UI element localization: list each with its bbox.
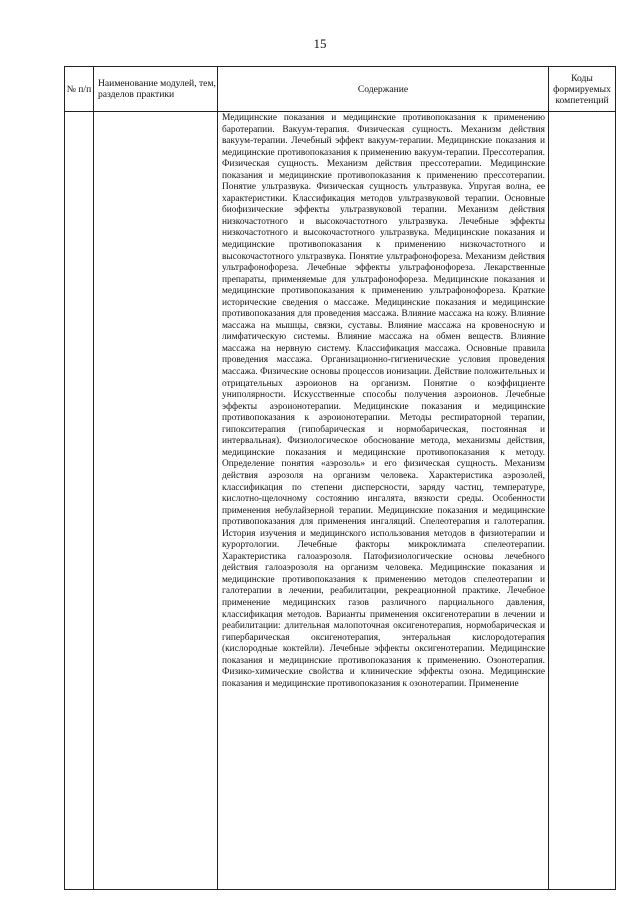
cell-number (65, 112, 94, 890)
curriculum-table (64, 66, 616, 890)
header-number: № п/п (65, 67, 94, 112)
header-module-name: Наименование модулей, тем, разделов практики (94, 67, 218, 112)
content-paragraph: Медицинские показания и медицинские противопоказания к применению баротерапии. Вакуум-терапия. Физическая сущность. Механизм действия вакуум-терапии. Лечебный эффект вакуум-терапии. Медицинские показания и медицинские противопоказания к применению вакуум-терапии. Прессотерапия. Физическая сущность. Механизм действия прессотерапии. Медицинские показания и медицинские противопоказания к применению прессотерапии. Понятие ультразвука. Физическая сущность ультразвука. Упругая волна, ее характеристики. Классификация методов ультразвуковой терапии. Основные биофизические эффекты ультразвуковой терапии. Механизм действия низкочастотного и высокочастотного ультразвука. Лечебные эффекты низкочастотного и высокочастотного ультразвука. Медицинские показания и медицинские противопоказания к применению низкочастотного и высокочастотного ультразвука. Понятие ультрафонофореза. Механизм действия ультрафонофореза. Лечебные эффекты ультрафонофореза. Лекарственные препараты, применяемые для ультрафонофореза. Медицинские показания и медицинские противопоказания к применению ультрафонофореза. Краткие исторические сведения о массаже. Медицинские показания и медицинские противопоказания для проведения массажа. Влияние массажа на кожу. Влияние массажа на мышцы, связки, суставы. Влияние массажа на кровеносную и лимфатическую системы. Влияние массажа на обмен веществ. Влияние массажа на нервную систему. Классификация массажа. Основные правила проведения массажа. Организационно-гигиенические условия проведения массажа. Физические основы процессов ионизации. Действие положительных и отрицательных аэроионов на организм. Понятие о коэффициенте униполярности. Искусственные способы получения аэроионов. Лечебные эффекты аэроионотерапии. Медицинские показания и медицинские противопоказания к аэроионотерапии. Методы респираторной терапии, гипокситерапия (гипобарическая и нормобарическая, постоянная и интервальная). Физиологическое обоснование метода, механизмы действия, медицинские показания и медицинские противопоказания к методу. Определение понятия «аэрозоль» и его физическая сущность. Механизм действия аэрозоля на организм человека. Характеристика аэрозолей, классификация по степени дисперсности, заряду частиц, температуре, кислотно-щелочному состоянию ингалята, вязкости среды. Особенности применения небулайзерной терапии. Медицинские показания и медицинские противопоказания для применения ингаляций. Спелеотерапия и галотерапия. История изучения и медицинского использования методов в физиотерапии и курортологии. Лечебные факторы микроклимата спелеотерапии. Характеристика галоаэрозоля. Патофизиологические основы лечебного действия галоаэрозоля на организм человека. Медицинские показания и медицинские противопоказания к применению методов спелеотерапии и галотерапии в лечении, реабилитации, рекреационной практике. Лечебное применение медицинских газов различного парциального давления, классификация методов. Варианты применения оксигенотерапии в лечении и реабилитации: длительная малопоточная оксигенотерапия, нормобарическая и гипербарическая оксигенотерапия, энтеральная кислородотерапия (кислородные коктейли). Лечебные эффекты оксигенотерапии. Медицинские показания и медицинские противопоказания к применению. Озонотерапия. Физико-химические свойства и клинические эффекты озона. Медицинские показания и медицинские противопоказания к озонотерапии. Применение (222, 113, 545, 689)
header-competency-codes: Коды формируемых компетенций (549, 67, 616, 112)
table-row (65, 112, 616, 890)
cell-competency-codes (549, 112, 616, 890)
page-number: 15 (313, 36, 327, 51)
cell-module-name (94, 112, 218, 890)
table-header-row (65, 67, 616, 112)
cell-content (218, 112, 549, 890)
header-content: Содержание (218, 67, 549, 112)
